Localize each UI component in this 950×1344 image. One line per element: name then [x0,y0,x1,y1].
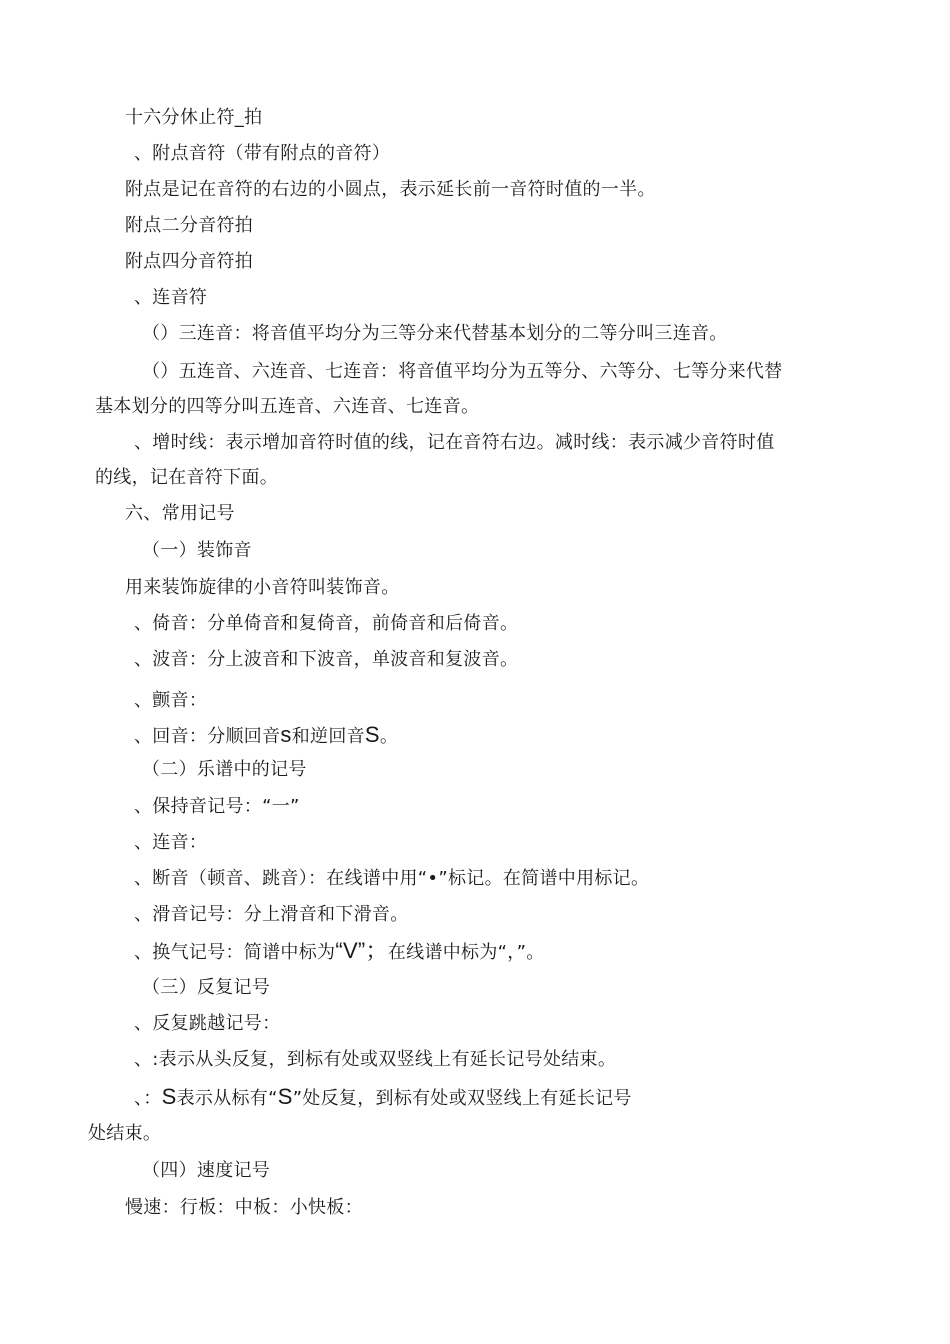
text-line-dot-definition: 附点是记在音符的右边的小圆点，表示延长前一音符时值的一半。 [125,179,656,200]
section-heading-common-symbols: 六、常用记号 [125,503,235,524]
text-line-repeat-jump: 、反复跳越记号： [134,1013,281,1034]
segno-symbol-quoted: S [277,1084,293,1109]
text-line-dal-segno-cont: 处结束。 [88,1123,162,1144]
text-line-dal-segno [134,1086,632,1110]
turn-mid: 和逆回音 [291,726,365,747]
subheading-ornaments: （一）装饰音 [142,540,252,561]
text-line-dotted-note-heading: 、附点音符（带有附点的音符） [134,143,391,164]
text-line-breath-mark [134,940,545,964]
text-line-ties: 、增时线：表示增加音符时值的线，记在音符右边。减时线：表示减少音符时值 [134,432,775,453]
text-line-glissando: 、滑音记号：分上滑音和下滑音。 [134,904,409,925]
text-line-tuplet-heading: 、连音符 [134,287,208,308]
text-line-trill: 、颤音： [134,690,208,711]
text-line-dotted-half: 附点二分音符拍 [125,215,254,236]
subheading-tempo-symbols: （四）速度记号 [142,1160,271,1181]
text-line-quintuplet-cont: 基本划分的四等分叫五连音、六连音、七连音。 [95,396,480,417]
segno-symbol: S [161,1084,177,1109]
breath-symbol: “V”； [335,938,388,963]
turn-suffix: 。 [379,726,399,747]
text-line-mordent: 、波音：分上波音和下波音，单波音和复波音。 [134,649,519,670]
text-line-ties-cont: 的线，记在音符下面。 [95,467,278,488]
segno-mid: 表示从标有“ [176,1088,278,1109]
text-line-appoggiatura: 、倚音：分单倚音和复倚音，前倚音和后倚音。 [134,613,519,634]
subheading-score-symbols: （二）乐谱中的记号 [142,759,307,780]
text-line-quintuplet: （）五连音、六连音、七连音：将音值平均分为五等分、六等分、七等分来代替 [142,361,783,382]
segno-suffix: ”处反复，到标有处或双竖线上有延长记号 [292,1088,632,1109]
text-line-dotted-quarter: 附点四分音符拍 [125,251,254,272]
text-line-tenuto: 、保持音记号：“一” [134,796,300,817]
text-line-ornament-definition: 用来装饰旋律的小音符叫装饰音。 [125,577,400,598]
text-line-sixteenth-rest: 十六分休止符_拍 [125,107,263,128]
turn-prefix: 、回音：分顺回音 [134,726,281,747]
text-line-da-capo: 、:表示从头反复，到标有处或双竖线上有延长记号处结束。 [134,1049,617,1070]
breath-suffix: 在线谱中标为“，”。 [387,942,545,963]
inverted-turn-symbol: S [364,722,380,747]
text-line-triplet: （）三连音：将音值平均分为三等分来代替基本划分的二等分叫三连音。 [142,323,728,344]
text-line-turn [134,724,398,748]
segno-prefix: 、： [134,1088,162,1109]
turn-symbol: s [280,722,292,747]
text-line-staccato: 、断音（顿音、跳音）：在线谱中用“•”标记。在简谱中用标记。 [134,868,650,889]
breath-prefix: 、换气记号：简谱中标为 [134,942,336,963]
text-line-tempo-terms: 慢速：行板：中板：小快板： [125,1197,363,1218]
subheading-repeat-symbols: （三）反复记号 [142,977,271,998]
text-line-legato: 、连音： [134,832,208,853]
